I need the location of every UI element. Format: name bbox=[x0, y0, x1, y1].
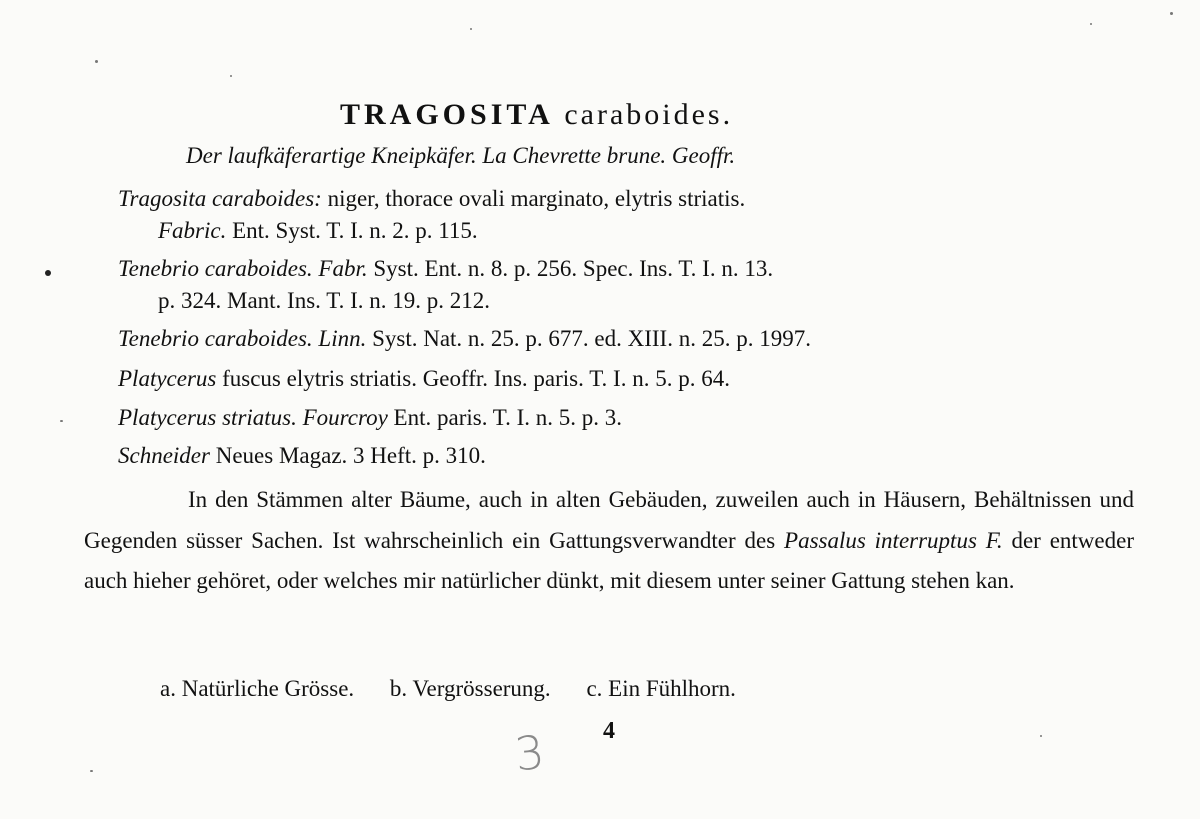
paper-speck bbox=[470, 28, 472, 30]
synonym-text: niger, thorace ovali marginato, elytris striatis. bbox=[321, 186, 746, 211]
synonym-italic: Platycerus striatus. Fourcroy bbox=[118, 405, 388, 430]
paper-speck bbox=[1040, 735, 1042, 737]
paper-speck bbox=[60, 420, 63, 422]
legend-a: a. Natürliche Grösse. bbox=[160, 676, 355, 701]
synonym-italic: Schneider bbox=[118, 443, 210, 468]
synonym-line bbox=[118, 366, 730, 392]
paper-speck bbox=[230, 75, 232, 77]
page-title bbox=[340, 98, 733, 132]
synonym-text: Syst. Ent. n. 8. p. 256. Spec. Ins. T. I. n. 13. bbox=[367, 256, 774, 281]
synonym-line bbox=[158, 218, 478, 244]
legend-b: b. Vergrösserung. bbox=[389, 676, 551, 701]
synonym-italic: Tragosita caraboides: bbox=[118, 186, 322, 211]
legend-c: c. Ein Fühlhorn. bbox=[586, 676, 736, 701]
synonym-text: fuscus elytris striatis. Geoffr. Ins. paris. T. I. n. 5. p. 64. bbox=[216, 366, 730, 391]
paper-speck bbox=[90, 770, 93, 772]
figure-legend bbox=[160, 676, 766, 702]
synonym-line bbox=[118, 405, 622, 431]
synonym-text: Ent. paris. T. I. n. 5. p. 3. bbox=[387, 405, 623, 430]
paragraph-italic-species: Passalus interruptus F. bbox=[784, 527, 1003, 553]
synonym-line bbox=[158, 288, 490, 314]
paper-speck bbox=[1090, 23, 1092, 25]
margin-dot bbox=[45, 270, 51, 276]
synonym-text: Ent. Syst. T. I. n. 2. p. 115. bbox=[226, 218, 478, 243]
synonym-text: p. 324. Mant. Ins. T. I. n. 19. p. 212. bbox=[158, 288, 490, 313]
synonym-italic: Tenebrio caraboides. Linn. bbox=[118, 326, 367, 351]
paragraph-text-after: der entweder auch hieher gehöret, oder welches mir natürlicher dünkt, mit diesem unter seiner Gattung stehen kan. bbox=[84, 527, 1134, 593]
synonym-line bbox=[118, 326, 811, 352]
paper-speck bbox=[95, 60, 98, 63]
synonym-italic: Tenebrio caraboides. Fabr. bbox=[118, 256, 368, 281]
pencil-page-number: 3 bbox=[512, 724, 548, 782]
subtitle-common-names: Der laufkäferartige Kneipkäfer. La Chevrette brune. Geoffr. bbox=[186, 143, 736, 168]
plate-number: 4 bbox=[603, 718, 615, 744]
synonym-text: Neues Magaz. 3 Heft. p. 310. bbox=[209, 443, 486, 468]
title-species: caraboides. bbox=[564, 98, 734, 131]
synonym-line bbox=[118, 443, 486, 469]
synonym-line bbox=[118, 256, 773, 282]
paragraph-text-before: In den Stämmen alter Bäume, auch in alten Gebäuden, zuweilen auch in Häusern, Behältnissen und Gegenden süsser Sachen. Ist wahrscheinlich ein Gattungsverwandter des bbox=[84, 487, 1134, 553]
synonym-italic: Fabric. bbox=[158, 218, 227, 243]
title-genus: TRAGOSITA bbox=[340, 98, 554, 131]
synonym-line bbox=[118, 186, 745, 212]
synonym-italic: Platycerus bbox=[118, 366, 217, 391]
paper-speck bbox=[1170, 12, 1173, 15]
habitat-paragraph bbox=[84, 480, 1134, 602]
synonym-text: Syst. Nat. n. 25. p. 677. ed. XIII. n. 25. p. 1997. bbox=[366, 326, 811, 351]
